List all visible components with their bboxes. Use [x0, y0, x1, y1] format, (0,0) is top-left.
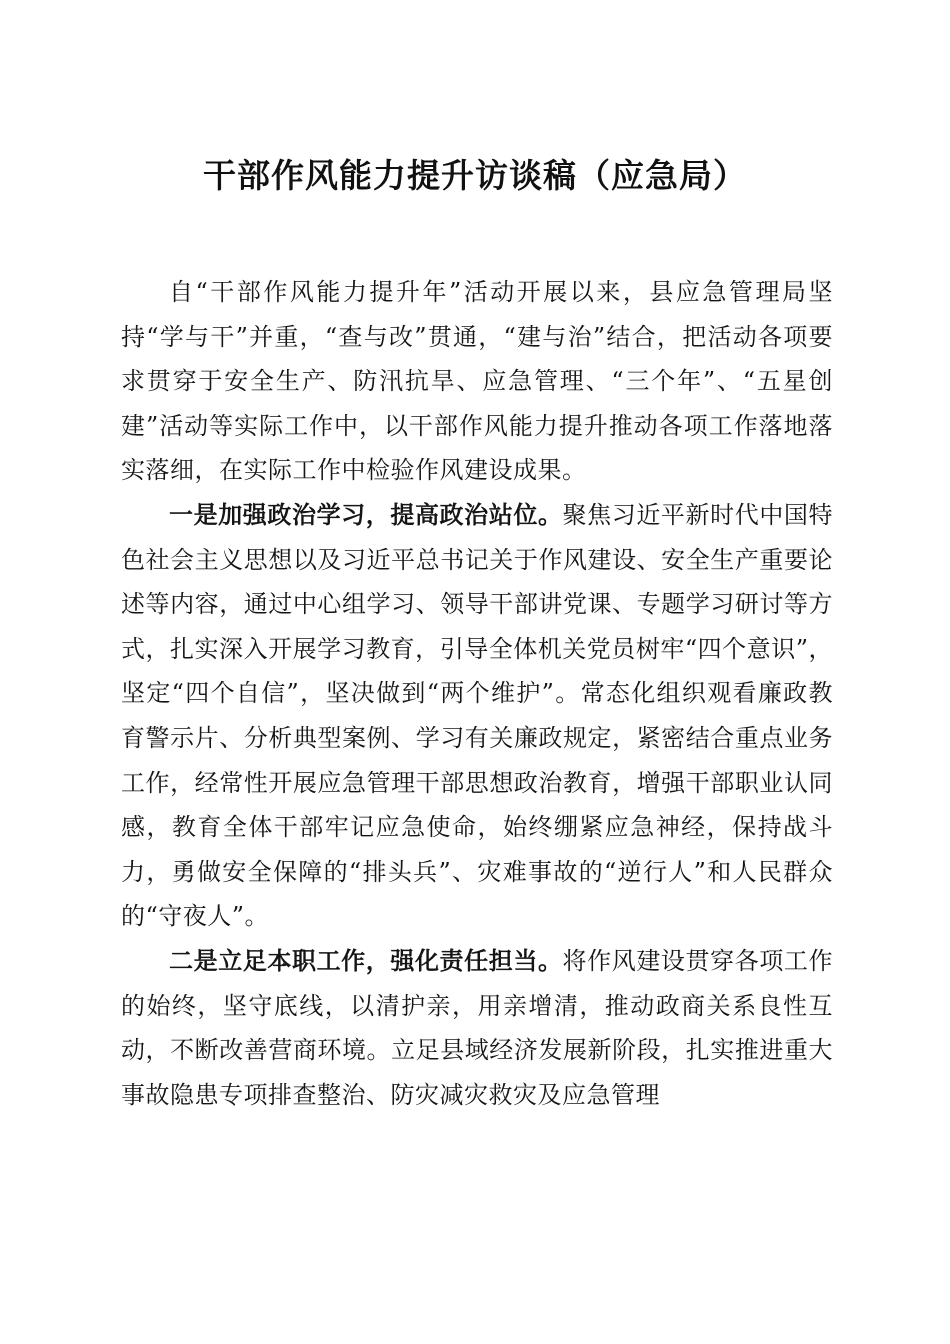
paragraph-political-study-text: 聚焦习近平新时代中国特色社会主义思想以及习近平总书记关于作风建设、安全生产重要论述等内容，通过中心组学习、领导干部讲党课、专题学习研讨等方式，扎实深入开展学习教育，引导全体机关党员树牢“四个意识”，坚定“四个自信”，坚决做到“两个维护”。常态化组织观看廉政教育警示片、分析典型案例、学习有关廉政规定，紧密结合重点业务工作，经常性开展应急管理干部思想政治教育，增强干部职业认同感，教育全体干部牢记应急使命，始终绷紧应急神经，保持战斗力，勇做安全保障的“排头兵”、灾难事故的“逆行人”和人民群众的“守夜人”。	[121, 500, 834, 931]
paragraph-intro-text: 自“干部作风能力提升年”活动开展以来，县应急管理局坚持“学与干”并重，“查与改”贯通，“建与治”结合，把活动各项要求贯穿于安全生产、防汛抗旱、应急管理、“三个年”、“五星创建”活动等实际工作中，以干部作风能力提升推动各项工作落地落实落细，在实际工作中检验作风建设成果。	[121, 278, 833, 485]
paragraph-responsibility-heading: 二是立足本职工作，强化责任担当。	[169, 946, 563, 975]
paragraph-responsibility-text: 将作风建设贯穿各项工作的始终，坚守底线，以清护亲，用亲增清，推动政商关系良性互动，不断改善营商环境。立足县域经济发展新阶段，扎实推进重大事故隐患专项排查整治、防灾减灾救灾及应急管理	[121, 946, 834, 1109]
paragraph-political-study-heading: 一是加强政治学习，提高政治站位。	[169, 500, 563, 529]
page-title: 干部作风能力提升访谈稿（应急局）	[203, 156, 747, 195]
paragraph-intro	[121, 270, 833, 493]
paragraph-responsibility	[121, 939, 833, 1117]
paragraph-political-study	[121, 493, 833, 939]
document-body	[121, 270, 833, 1117]
